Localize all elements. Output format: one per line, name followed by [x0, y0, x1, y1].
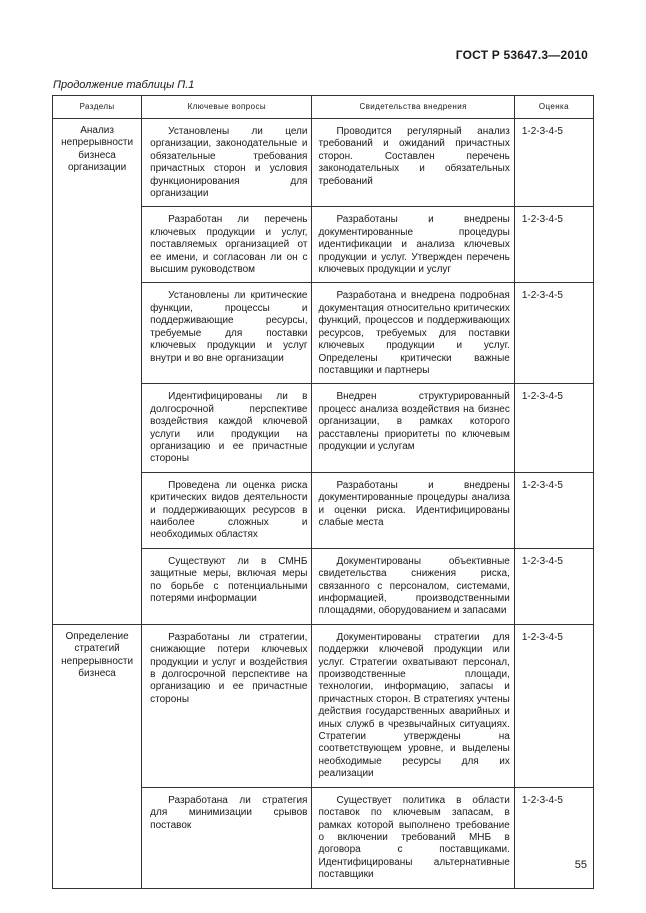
- assessment-table: [52, 95, 594, 889]
- score-cell: 1-2-3-4-5: [514, 548, 593, 624]
- evidence-cell: Существует политика в области поставок по ключевым запасам, в рамках которой выполнено требование о включении требований МНБ в договора с поставщиками. Идентифицированы альтернативные поставщики: [312, 787, 514, 888]
- evidence-cell: Документированы стратегии для поддержки ключевой продукции или услуг. Стратегии охватывают персонал, производственные площади, технологии, информацию, запасы и причастных сторон. В стратегиях учтены действия государственных аварийных и иных служб в чрезвычайных ситуациях. Стратегии утверждены на соответствующем уровне, и выделены необходимые ресурсы для их реализации: [312, 624, 514, 787]
- score-cell: 1-2-3-4-5: [514, 384, 593, 472]
- question-cell: Существуют ли в СМНБ защитные меры, включая меры по борьбе с потенциальными потерями информации: [142, 548, 312, 624]
- column-header-evidence: Свидетельства внедрения: [312, 96, 514, 119]
- score-cell: 1-2-3-4-5: [514, 283, 593, 384]
- evidence-cell: Разработаны и внедрены документированные процедуры анализа и оценки риска. Идентифицированы слабые места: [312, 472, 514, 548]
- evidence-cell: Разработана и внедрена подробная документация относительно критических функций, процессов и поддерживающих ресурсов, требуемых для поставки ключевых продукции и услуг. Определены критически важные поставщики и партнеры: [312, 283, 514, 384]
- score-cell: 1-2-3-4-5: [514, 787, 593, 888]
- table-row: [53, 624, 594, 787]
- question-cell: Идентифицированы ли в долгосрочной перспективе воздействия каждой ключевой услуги или продукции на организацию и ее причастные стороны: [142, 384, 312, 472]
- question-cell: Разработаны ли стратегии, снижающие потери ключевых продукции и услуг и воздействия в долгосрочной перспективе на организацию и ее причастные стороны: [142, 624, 312, 787]
- section-cell: Определение стратегий непрерывности бизнеса: [53, 624, 142, 888]
- question-cell: Разработана ли стратегия для минимизации срывов поставок: [142, 787, 312, 888]
- evidence-cell: Внедрен структурированный процесс анализа воздействия на бизнес организации, в рамках которого расставлены приоритеты по ключевым продукции и услугам: [312, 384, 514, 472]
- column-header-questions: Ключевые вопросы: [142, 96, 312, 119]
- question-cell: Проведена ли оценка риска критических видов деятельности и поддерживающих ресурсов в наиболее сложных и необходимых областях: [142, 472, 312, 548]
- column-header-sections: Разделы: [53, 96, 142, 119]
- score-cell: 1-2-3-4-5: [514, 119, 593, 207]
- section-cell: Анализ непрерывности бизнеса организации: [53, 119, 142, 625]
- evidence-cell: Проводится регулярный анализ требований и ожиданий причастных сторон. Составлен перечень законодательных и обязательных требований: [312, 119, 514, 207]
- score-cell: 1-2-3-4-5: [514, 624, 593, 787]
- standard-designation: ГОСТ Р 53647.3—2010: [455, 48, 588, 62]
- evidence-cell: Разработаны и внедрены документированные процедуры идентификации и анализа ключевых продукции и услуг. Утвержден перечень ключевых продукции и услуг: [312, 207, 514, 283]
- page-number: 55: [574, 859, 587, 871]
- evidence-cell: Документированы объективные свидетельства снижения риска, связанного с персоналом, системами, информацией, производственными площадями, оборудованием и запасами: [312, 548, 514, 624]
- score-cell: 1-2-3-4-5: [514, 207, 593, 283]
- question-cell: Установлены ли критические функции, процессы и поддерживающие ресурсы, требуемые для поставки ключевых продукции и услуг внутри и во вне организации: [142, 283, 312, 384]
- question-cell: Разработан ли перечень ключевых продукции и услуг, поставляемых организацией от ее имени, и согласован ли он с высшим руководством: [142, 207, 312, 283]
- score-cell: 1-2-3-4-5: [514, 472, 593, 548]
- table-row: [53, 119, 594, 207]
- table-header-row: [53, 96, 594, 119]
- question-cell: Установлены ли цели организации, законодательные и обязательные требования причастных сторон и условия функционирования для организации: [142, 119, 312, 207]
- column-header-score: Оценка: [514, 96, 593, 119]
- table-caption: Продолжение таблицы П.1: [53, 79, 195, 91]
